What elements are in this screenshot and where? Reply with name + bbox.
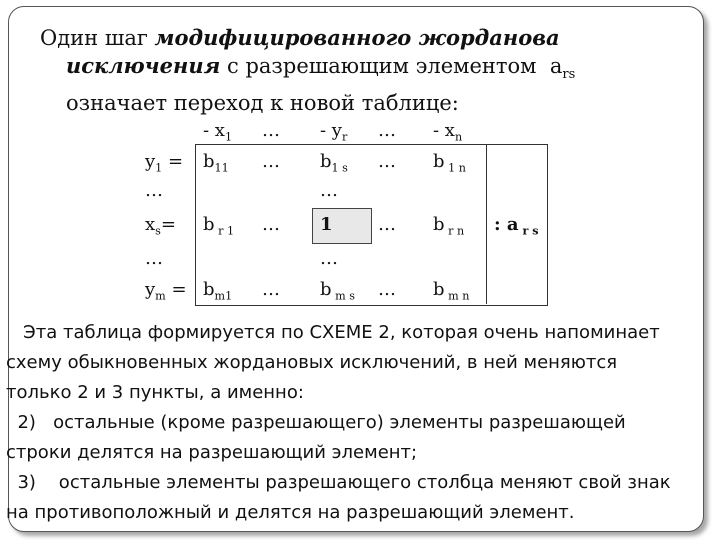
col-header: … [262,120,280,141]
heading-emphasis: исключения [66,53,221,78]
table-cell: … [320,248,338,269]
paragraph-line: на противоположный и делятся на разрешающий элемент. [6,502,575,523]
table-cell: b $_{1 n}$ [433,151,466,175]
heading-text: Один шаг [40,26,155,50]
col-header: … [378,120,396,141]
table-cell: $b_{m1}$ [203,279,233,303]
heading-line-1 [40,24,575,52]
table-cell: $b_{11}$ [203,151,229,175]
heading-line-3 [40,89,575,117]
heading-text: означает переход к новой таблице: [66,91,459,116]
table-cell: … [378,151,396,172]
table-cell: … [262,279,280,300]
table-cell: … [378,279,396,300]
slide-heading [40,24,575,117]
row-label: … [145,180,163,201]
pivot-cell: 1 [320,214,333,235]
table-cell: … [262,214,280,235]
row-label: $y_1$ = [145,151,184,175]
row-label: $x_s=$ [145,214,176,238]
table-cell: b $_{r 1}$ [203,214,235,238]
col-header: - $y_r$ [320,120,348,144]
explanation-paragraph [6,318,712,528]
row-label: … [145,248,163,269]
paragraph-line: только 2 и 3 пункты, а именно: [6,382,304,403]
col-header: - $x_n$ [433,120,463,144]
paragraph-line: 2) остальные (кроме разрешающего) элементы разрешающей [6,412,626,433]
table-cell: b $_{r n}$ [433,214,465,238]
paragraph-line: 3) остальные элементы разрешающего столбца меняют свой знак [6,472,671,493]
divisor-label: : a $_{r s}$ [494,214,539,238]
table-cell: b $_{m s}$ [320,279,355,303]
table-cell: … [378,214,396,235]
paragraph-line: строки делятся на разрешающий элемент; [6,442,418,463]
pivot-symbol: a [549,54,563,78]
heading-line-2 [40,52,575,89]
heading-emphasis: модифицированного жорданова [154,25,560,50]
table-cell: … [262,151,280,172]
col-header: - $x_1$ [203,120,233,144]
table-cell: $b_{1 s}$ [320,151,348,175]
table-cell: b $_{m n}$ [433,279,470,303]
paragraph-line: Эта таблица формируется по СХЕМЕ 2, которая очень напоминает [6,322,660,343]
pivot-subscript: rs [562,67,576,83]
heading-text: с разрешающим элементом [220,54,537,78]
paragraph-line: схему обыкновенных жордановых исключений, в ней меняются [6,352,618,373]
row-label: $y_m$ = [145,279,187,303]
table-cell: … [320,180,338,201]
